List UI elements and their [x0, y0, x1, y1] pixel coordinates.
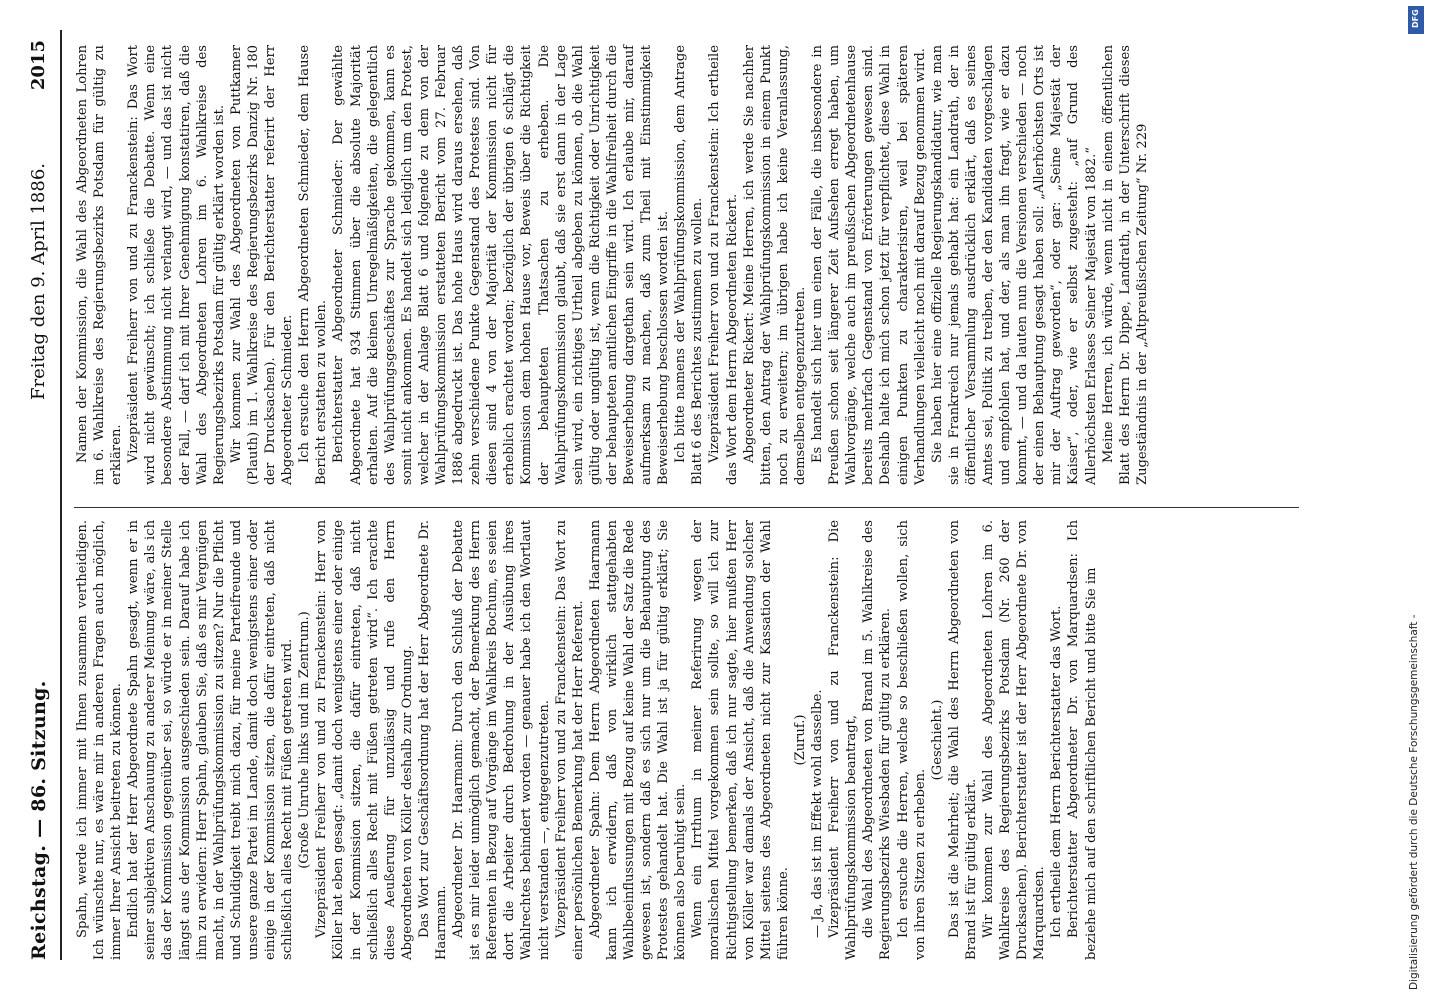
paragraph: (Zuruf.)	[792, 714, 808, 766]
paragraph: Ich ersuche die Herren, welche so beschließen wollen, sich von ihren Sitzen zu erheben.	[895, 520, 928, 960]
paragraph: Sie haben hier eine offizielle Regierungskandidatur, wie man sie in Frankreich nur jemals gehabt hat: ein Landrath, der in öffentlicher Versammlung ausdrücklich erklärt, daß es seines Amtes sei, Politik zu treiben, der den Kandidaten vorgeschlagen und empfohlen hat, und der, als man ihn fragt, wie er dazu kommt, — und da lauten nun die Versionen verschieden — noch der einen Behauptung gesagt haben soll: „Allerhöchsten Orts ist mir der Auftrag geworden“, oder gar: „Seine Majestät der Kaiser“, oder, wie er selbst zugesteht: „auf Grund des Allerhöchsten Erlasses Seiner Majestät von 1882.“	[929, 45, 1099, 485]
paragraph: Das ist die Mehrheit; die Wahl des Herrn Abgeordneten von Brand ist für gültig erklärt.	[946, 520, 979, 960]
paragraph: Wir kommen zur Wahl des Abgeordneten Lohren im 6. Wahlkreise des Regierungsbezirks Potsdam (Nr. 260 der Drucksachen). Berichterstatter ist der Herr Abgeordnete Dr. von Marquardsen.	[980, 520, 1048, 960]
paragraph: Endlich hat der Herr Abgeordnete Spahn gesagt, wenn er in seiner subjektiven Anschauung zu anderer Meinung wäre, als ich das der Kommission gegenüber sei, so würde er in meiner Stelle längst aus der Kommission ausgeschieden sein. Darauf habe ich ihm zu erwidern: Herr Spahn, glauben Sie, daß es mir Vergnügen macht, in der Wahlprüfungskommission zu sitzen? Nur die Pflicht und Schuldigkeit treibt mich dazu, für meine Parteifreunde und unsere ganze Partei im Lande, damit doch wenigstens einer oder einige in der Kommission sitzen, die dafür eintreten, daß nicht schließlich alles Recht mit Füßen getreten wird.	[126, 520, 296, 960]
paragraph: Ich ertheile dem Herrn Berichterstatter das Wort.	[1049, 605, 1065, 938]
paragraph: Vizepräsident Freiherr von und zu Franckenstein: Herr von Köller hat eben gesagt: „damit doch wenigstens einer oder einige in der Kommission sitzen, die dafür eintreten, daß nicht schließlich alles Recht mit Füßen getreten wird“. Ich erachte diese Aeußerung für unzulässig und rufe den Herrn Abgeordneten von Köller deshalb zur Ordnung.	[314, 520, 415, 960]
paragraph: Wir kommen zur Wahl des Abgeordneten von Puttkamer (Plauth) im 1. Wahlkreise des Regierungsbezirks Danzig Nr. 180 der Drucksachen). Für den Berichterstatter referirt der Herr Abgeordneter Schmieder.	[228, 45, 296, 485]
header-title: Reichstag. — 86. Sitzung.	[28, 680, 50, 960]
text-column-right	[74, 45, 1151, 485]
paragraph: Abgeordneter Spahn: Dem Herrn Abgeordneten Haarmann kann ich erwidern, daß von wirklich stattgehabten Wahlbeeinflussungen mit Bezug auf keine Wahl der Satz die Rede gewesen ist, sondern daß es sich nur um die Behauptung des Protestes gehandelt hat. Die Wahl ist ja für gültig erklärt; Sie können also beruhigt sein.	[587, 520, 689, 960]
paragraph: Berichterstatter Abgeordneter Dr. von Marquardsen: Ich beziehe mich auf den schriftlichen Bericht und bitte Sie im	[1066, 520, 1099, 960]
header-date: Freitag den 9. April 1886.	[28, 163, 49, 400]
dfg-logo	[1408, 6, 1424, 34]
text-column-left	[74, 520, 1100, 960]
paragraph: Wenn ein Irrthum in meiner Referirung wegen der moralischen Mittel vorgekommen sein sollte, so will ich zur Richtigstellung bemerken, daß ich nur sagte, hier mußten Herr von Köller war damals der Ansicht, daß die Anwendung solcher Mittel seitens des Abgeordneten nicht zur Kassation der Wahl führen könne.	[690, 520, 791, 960]
paragraph: Vizepräsident Freiherr von und zu Franckenstein: Das Wort wird nicht gewünscht; ich schließe die Debatte. Wenn eine besondere Abstimmung nicht verlangt wird, — und das ist nicht der Fall, — darf ich mit Ihrer Genehmigung konstatiren, daß die Wahl des Abgeordneten Lohren im 6. Wahlkreise des Regierungsbezirks Potsdam für gültig erklärt worden ist.	[126, 45, 227, 485]
paragraph: Ich ersuche den Herrn Abgeordneten Schmieder, dem Hause Bericht erstatten zu wollen.	[297, 45, 330, 485]
paragraph: Es handelt sich hier um einen der Fälle, die insbesondere in Preußen schon seit längerer Zeit Aufsehen erregt haben, um Wahlvorgänge, welche auch im preußischen Abgeordnetenhause bereits mehrfach Gegenstand von Erörterungen gewesen sind. Deshalb halte ich mich schon jetzt für verpflichtet, diese Wahl in einigen Punkten zu charakterisiren, weil bei späteren Verhandlungen vielleicht noch mit darauf Bezug genommen wird.	[810, 45, 928, 485]
page-number: 2015	[28, 40, 49, 91]
paragraph: Vizepräsident Freiherr von und zu Franckenstein: Ich ertheile das Wort dem Herrn Abgeordneten Rickert.	[707, 45, 740, 485]
column-divider	[74, 507, 1299, 508]
paragraph: Spahn, werde ich immer mit Ihnen zusammen vertheidigen. Ich wünschte nur, es wäre mir in anderen Fragen auch möglich, immer Ihrer Ansicht beitreten zu können.	[75, 520, 125, 960]
header-rule	[60, 30, 62, 960]
paragraph: Namen der Kommission, die Wahl des Abgeordneten Lohren im 6. Wahlkreise des Regierungsbezirks Potsdam für gültig zu erklären.	[75, 45, 125, 485]
paragraph: Ich bitte namens der Wahlprüfungskommission, dem Antrage Blatt 6 des Berichtes zustimmen zu wollen.	[673, 45, 706, 485]
paragraph: Vizepräsident Freiherr von und zu Franckenstein: Das Wort zu einer persönlichen Bemerkung hat der Herr Referent.	[553, 520, 586, 960]
paragraph: Berichterstatter Abgeordneter Schmieder: Der gewählte Abgeordnete hat 934 Stimmen über die absolute Majorität erhalten. Auf die kleinen Unregelmäßigkeiten, die gelegentlich des Wahlprüfungsgeschäftes zur Sprache gekommen, kann es somit nicht ankommen. Es handelt sich lediglich um den Protest, welcher in der Anlage Blatt 6 und folgende zu dem von der Wahlprüfungskommission erstatteten Bericht vom 27. Februar 1886 abgedruckt ist. Das hohe Haus wird daraus ersehen, daß zehn verschiedene Punkte Gegenstand des Protestes sind. Von diesen sind 4 von der Majorität der Kommission nicht für erheblich erachtet worden; bezüglich der übrigen 6 schlägt die Kommission dem hohen Hause vor, Beweis über die Richtigkeit der behaupteten Thatsachen zu erheben. Die Wahlprüfungskommission glaubt, daß sie erst dann in der Lage sein wird, ein richtiges Urtheil abgeben zu können, ob die Wahl gültig oder ungültig ist, wenn die Richtigkeit oder Unrichtigkeit der behaupteten amtlichen Eingriffe in die Wahlfreiheit durch die Beweiserhebung dargethan sein wird. Ich erlaube mir, darauf aufmerksam zu machen, daß zum Theil mit Einstimmigkeit Beweiserhebung beschlossen worden ist.	[331, 45, 672, 485]
paragraph: Vizepräsident Freiherr von und zu Franckenstein: Die Wahlprüfungskommission beantragt,	[827, 520, 860, 960]
paragraph: die Wahl des Abgeordneten von Brand im 5. Wahlkreise des Regierungsbezirks Wiesbaden für gültig zu erklären.	[861, 520, 894, 960]
paragraph: Das Wort zur Geschäftsordnung hat der Herr Abgeordnete Dr. Haarmann.	[416, 520, 449, 960]
page-header	[28, 30, 62, 960]
paragraph: — Ja, das ist im Effekt wohl dasselbe.	[810, 689, 826, 938]
paragraph: (Geschieht.)	[929, 699, 945, 781]
paragraph: (Große Unruhe links und im Zentrum.)	[297, 611, 313, 869]
digitization-credit: Digitalisierung gefördert durch die Deutsche Forschungsgemeinschaft -	[1408, 614, 1420, 990]
paragraph: Meine Herren, ich würde, wenn nicht in einem öffentlichen Blatt des Herrn Dr. Dippe, Landrath, in der Unterschrift dieses Zugeständnis in der „Altpreußischen Zeitung“ Nr. 229	[1100, 45, 1150, 485]
paragraph: Abgeordneter Rickert: Meine Herren, ich werde Sie nachher bitten, den Antrag der Wahlprüfungskommission in einem Punkt noch zu erweitern; im übrigen habe ich keine Veranlassung, demselben entgegenzutreten.	[741, 45, 808, 485]
dfg-logo-text: DFG	[1411, 9, 1420, 28]
paragraph: Abgeordneter Dr. Haarmann: Durch den Schluß der Debatte ist es mir leider unmöglich gemacht, der Bemerkung des Herrn Referenten in Bezug auf Vorgänge im Wahlkreis Bochum, es seien dort die Arbeiter durch Bedrohung in der Ausübung ihres Wahlrechtes behindert worden — genauer habe ich den Wortlaut nicht verstanden —, entgegenzutreten.	[451, 520, 552, 960]
